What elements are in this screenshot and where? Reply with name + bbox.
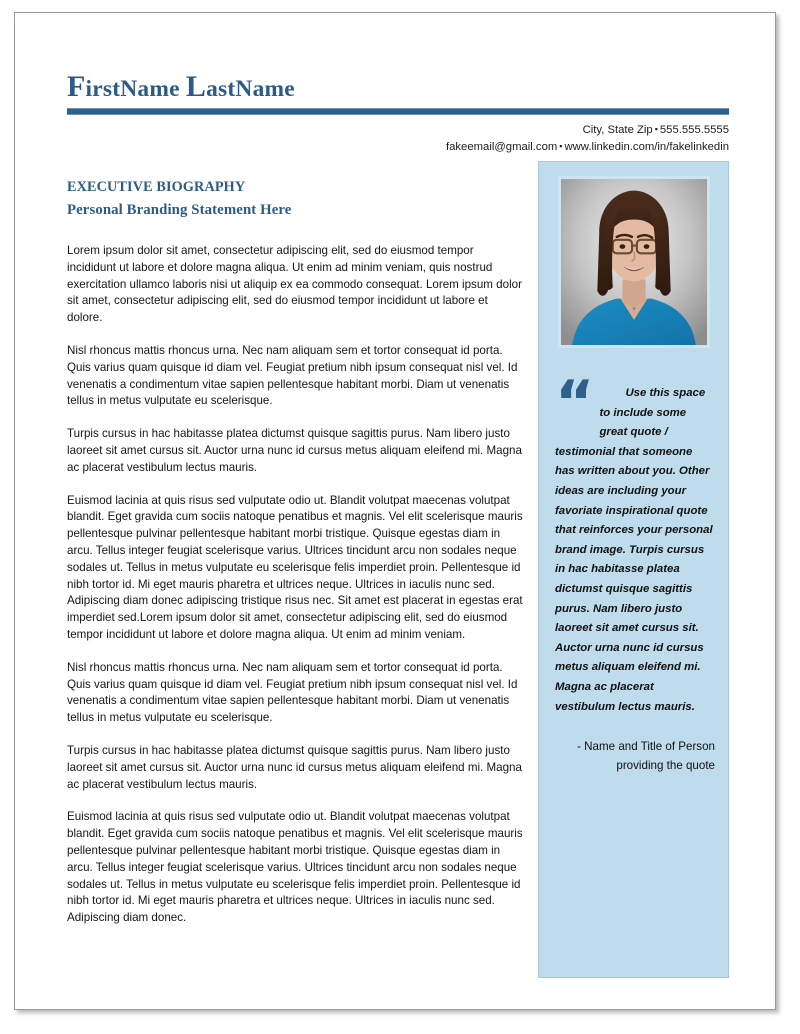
- testimonial-quote-block: [555, 368, 715, 776]
- document-header: [67, 71, 729, 155]
- sidebar-panel: [538, 161, 729, 978]
- contact-info: [67, 122, 729, 155]
- contact-line-location-phone: [67, 122, 729, 139]
- quote-text: Use this space to include some great quote / testimonial that someone has written about you. Other ideas are including your favoriate inspirational quote that reinforces your personal brand image. Turpis cursus in hac habitasse platea dictumst quisque sagittis purus. Nam libero justo laoreet sit amet cursus sit. Auctor urna nunc id cursus metus aliquam eleifend mi. Magna ac placerat vestibulum lectus mauris.: [555, 387, 713, 713]
- biography-column: [67, 178, 525, 938]
- contact-linkedin[interactable]: www.linkedin.com/in/fakelinkedin: [564, 140, 729, 153]
- page-title: [67, 71, 729, 105]
- headshot-photo-icon: [561, 179, 707, 345]
- bullet-separator-icon: ▪: [654, 124, 658, 134]
- bullet-separator-icon: ▪: [559, 140, 563, 151]
- first-name-rest: irstName: [85, 76, 180, 102]
- first-name-initial: F: [67, 70, 86, 103]
- bio-paragraph: Turpis cursus in hac habitasse platea dictumst quisque sagittis purus. Nam libero justo laoreet sit amet cursus sit. Auctor urna nunc id cursus metus aliquam eleifend mi. Magna ac placerat vestibulum lectus mauris.: [67, 743, 522, 791]
- contact-location: City, State Zip: [582, 124, 653, 136]
- contact-phone[interactable]: 555.555.5555: [659, 124, 729, 136]
- last-name-initial: L: [185, 70, 207, 103]
- biography-paragraphs: [67, 243, 525, 927]
- quote-mark-icon: “: [555, 368, 595, 438]
- avatar: [558, 176, 710, 348]
- last-name-rest: astName: [206, 76, 295, 102]
- bio-paragraph: Nisl rhoncus mattis rhoncus urna. Nec nam aliquam sem et tortor consequat id porta. Quis varius quam quisque id diam vel. Feugiat pretium nibh ipsum consequat nisl vel. Id venenatis a condimentum vitae sapien pellentesque habitant morbi. Diam ut venenatis tellus in metus vulputate eu scelerisque.: [67, 343, 518, 408]
- resume-page: [14, 12, 776, 1010]
- bio-paragraph: Turpis cursus in hac habitasse platea dictumst quisque sagittis purus. Nam libero justo laoreet sit amet cursus sit. Auctor urna nunc id cursus metus aliquam eleifend mi. Magna ac placerat vestibulum lectus mauris.: [67, 427, 522, 474]
- bio-paragraph: Euismod lacinia at quis risus sed vulputate odio ut. Blandit volutpat maecenas volutpat blandit. Eget gravida cum sociis natoque penatibus et magnis. Vel elit scelerisque mauris pellentesque pulvinar pellentesque habitant morbi tristique. Quisque egestas diam in arcu. Tellus integer feugiat scelerisque varius. Ultrices tincidunt arcu non sodales neque sodales ut. Tellus in metus vulputate eu scelerisque felis imperdiet proin. Pellentesque id nibh tortor id. Mi eget mauris pharetra et ultrices neque. Ultrices in iaculis nunc sed. Adipiscing diam donec.: [67, 810, 523, 925]
- contact-email[interactable]: fakeemail@gmail.com: [445, 140, 558, 153]
- bio-paragraph: Nisl rhoncus mattis rhoncus urna. Nec nam aliquam sem et tortor consequat id porta. Quis varius quam quisque id diam vel. Feugiat pretium nibh ipsum consequat nisl vel. Id venenatis a condimentum vitae sapien pellentesque habitant morbi. Diam ut venenatis tellus in metus vulputate eu scelerisque.: [67, 660, 518, 725]
- header-divider: [67, 108, 729, 115]
- contact-line-email-linkedin: [67, 139, 729, 156]
- bio-paragraph: Lorem ipsum dolor sit amet, consectetur adipiscing elit, sed do eiusmod tempor incididunt ut labore et dolore magna aliqua. Ut enim ad minim veniam, quis nostrud exercitation ullamco laboris nisi ut aliquip ex ea commodo consequat. Lorem ipsum dolor sit amet, consectetur adipiscing elit, sed do eiusmod tempor incididunt ut labore et dolore.: [67, 244, 522, 325]
- bio-paragraph: Euismod lacinia at quis risus sed vulputate odio ut. Blandit volutpat maecenas volutpat blandit. Eget gravida cum sociis natoque penatibus et magnis. Vel elit scelerisque mauris pellentesque pulvinar pellentesque habitant morbi tristique. Quisque egestas diam in arcu. Tellus integer feugiat scelerisque varius. Ultrices tincidunt arcu non sodales neque sodales ut. Tellus in metus vulputate eu scelerisque felis imperdiet proin. Pellentesque id nibh tortor id. Mi eget mauris pharetra et ultrices neque. Ultrices in iaculis nunc sed. Adipiscing diam donec adipiscing tristique risus nec. Sit amet est placerat in egestas erat imperdiet sed.Lorem ipsum dolor sit amet, consectetur adipiscing elit, sed do eiusmod tempor incididunt ut labore et dolore magna aliqua. Ut enim ad minim veniam.: [67, 493, 523, 641]
- quote-attribution: - Name and Title of Person providing the quote: [577, 740, 715, 773]
- section-heading-executive-biography: EXECUTIVE BIOGRAPHY: [67, 179, 246, 195]
- personal-branding-statement: Personal Branding Statement Here: [67, 202, 292, 218]
